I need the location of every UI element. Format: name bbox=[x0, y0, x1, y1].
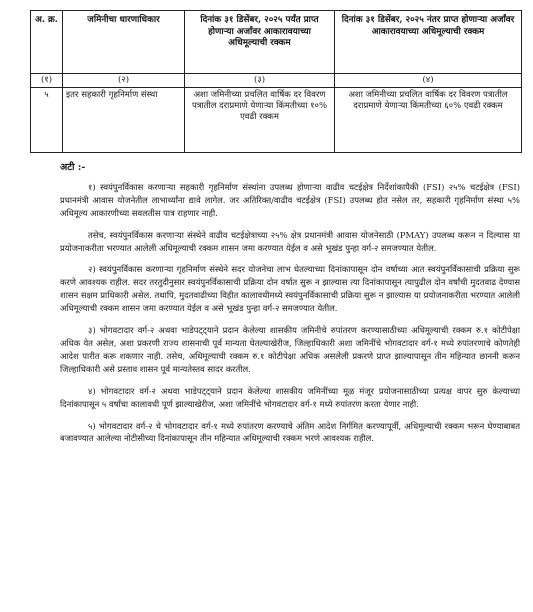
header-serial-no: अ. क्र. bbox=[31, 11, 63, 74]
condition-paragraph: ३) भोगवटादार वर्ग-२ अथवा भाडेपट्ट्याने प्रदान केलेल्या शासकीय जमिनीचे रुपांतरण करण्यासाठीच्या अधिमूल्याची रक्कम रु.१ कोटीपेक्षा अधिक येत असेल, अशा प्रकरणी राज्य शासनाची पूर्व मान्यता घेतल्याखेरीज, जिल्हाधिकारी अशा जमिनींचे भोगवटादार वर्ग-१ मध्ये रुपांतरणाचे कोणतेही आदेश पारीत करू शकणार नाही. तसेच, अधिमूल्याची रक्कम रु.१ कोटीपेक्षा अधिक असलेली प्रकरणे प्राप्त झाल्यापासून तीन महिन्यात छाननी करून जिल्हाधिकारी असे प्रस्ताव शासन पूर्व मान्यतेस्तव सादर करतील. bbox=[60, 325, 520, 374]
column-number: (३) bbox=[185, 74, 335, 88]
cell-premium-after-2025: अशा जमिनीच्या प्रचलित वार्षिक दर विवरण पत्रातील दराप्रमाणे येणाऱ्या किंमतीच्या ६०% एवढी रक्कम bbox=[335, 88, 522, 153]
condition-paragraph: तसेच, स्वयंपुनर्विकास करणाऱ्या संस्थेने वाढीव चटईक्षेत्राच्या २५% क्षेत्र प्रधानमंत्री आवास योजनेसाठी (PMAY) उपलब्ध करून न दिल्यास या प्रयोजनाकरीता भरण्यात आलेली अधिमूल्याची रक्कम शासन जमा करण्यात येईल व असे भूखंड पुन्हा वर्ग-२ समजण्यात येतील. bbox=[60, 229, 520, 253]
header-premium-after-2025: दिनांक ३१ डिसेंबर, २०२५ नंतर प्राप्त होणाऱ्या अर्जांवर आकारावयाच्या अधिमूल्याची रक्कम bbox=[335, 11, 522, 74]
column-number: (२) bbox=[63, 74, 185, 88]
conditions-heading: अटी :- bbox=[60, 162, 86, 173]
cell-serial-no: ५ bbox=[31, 88, 63, 153]
condition-paragraph: २) स्वयंपुनर्विकास करणाऱ्या गृहनिर्माण संस्थेने सदर योजनेचा लाभ घेतल्याच्या दिनांकापासून दोन वर्षाच्या आत स्वयंपुनर्विकासाची प्रक्रिया सुरू करणे आवश्यक राहील. सदर तरतुदीनुसार स्वयंपुनर्विकासाची प्रक्रिया दोन वर्षात सुरू न झाल्यास त्या दिनांकापासून त्यापुढील दोन वर्षांची मुदतवाढ देण्यास शासन सक्षम प्राधिकारी असेल. तथापि, मुदतवाढीच्या विहीत कालावधीमध्ये स्वयंपुनर्विकासाची प्रक्रिया सुरू न झाल्यास या प्रयोजनाकरीता भरण्यात आलेली अधिमूल्याची रक्कम शासन जमा करण्यात येईल व असे भूखंड पुन्हा वर्ग-२ समजण्यात येतील. bbox=[60, 264, 520, 314]
column-number: (१) bbox=[31, 74, 63, 88]
column-number: (४) bbox=[335, 74, 522, 88]
header-land-tenure: जमिनीचा धारणाधिकार bbox=[63, 11, 185, 74]
premium-rate-table bbox=[30, 10, 522, 153]
table-row bbox=[31, 88, 522, 153]
cell-premium-until-2025: अशा जमिनीच्या प्रचलित वार्षिक दर विवरण पत्रातील दराप्रमाणे येणाऱ्या किंमतीच्या १०% एवढी रक्कम bbox=[185, 88, 335, 153]
cell-land-tenure: इतर सहकारी गृहनिर्माण संस्था bbox=[63, 88, 185, 153]
header-premium-until-2025: दिनांक ३१ डिसेंबर, २०२५ पर्यंत प्राप्त होणाऱ्या अर्जांवर आकारावयाच्या अधिमूल्याची रक्कम bbox=[185, 11, 335, 74]
column-number-row bbox=[31, 74, 522, 88]
conditions-section bbox=[60, 162, 520, 454]
condition-paragraph: १) स्वयंपुनर्विकास करणाऱ्या सहकारी गृहनिर्माण संस्थांना उपलब्ध होणाऱ्या वाढीव चटईक्षेत्र निर्देशांकापैकी (FSI) २५% चटईक्षेत्र (FSI) प्रधानमंत्री आवास योजनेतील लाभार्थ्यांना द्यावे लागेल. जर अतिरिक्त/वाढीव चटईक्षेत्र (FSI) उपलब्ध होत नसेल तर, सहकारी गृहनिर्माण संस्था ५% अधिमूल्य आकारणीच्या सवलतीस पात्र राहणार नाही. bbox=[60, 181, 520, 218]
table-header-row bbox=[31, 11, 522, 74]
condition-paragraph: ४) भोगवटादार वर्ग-२ अथवा भाडेपट्ट्याने प्रदान केलेल्या शासकीय जमिनींच्या मूळ मंजूर प्रयोजनासाठीच्या प्रत्यक्ष वापर सुरु केल्याच्या दिनांकापासून ५ वर्षांचा कालावधी पूर्ण झाल्याखेरीज, अशा जमिनींचे भोगवटादार वर्ग-१ मध्ये रुपांतरण करता येणार नाही. bbox=[60, 385, 520, 409]
condition-paragraph: ५) भोगवटादार वर्ग-२ चे भोगवटादार वर्ग-१ मध्ये रुपांतरण करण्याचे अंतिम आदेश निर्गमित करण्यापूर्वी, अधिमूल्याची रक्कम भरून घेण्याबाबत बजावण्यात आलेल्या नोटीसीच्या दिनांकापासून तीन महिन्यात अधिमूल्याची रक्कम भरणे आवश्यक राहील. bbox=[60, 420, 520, 444]
